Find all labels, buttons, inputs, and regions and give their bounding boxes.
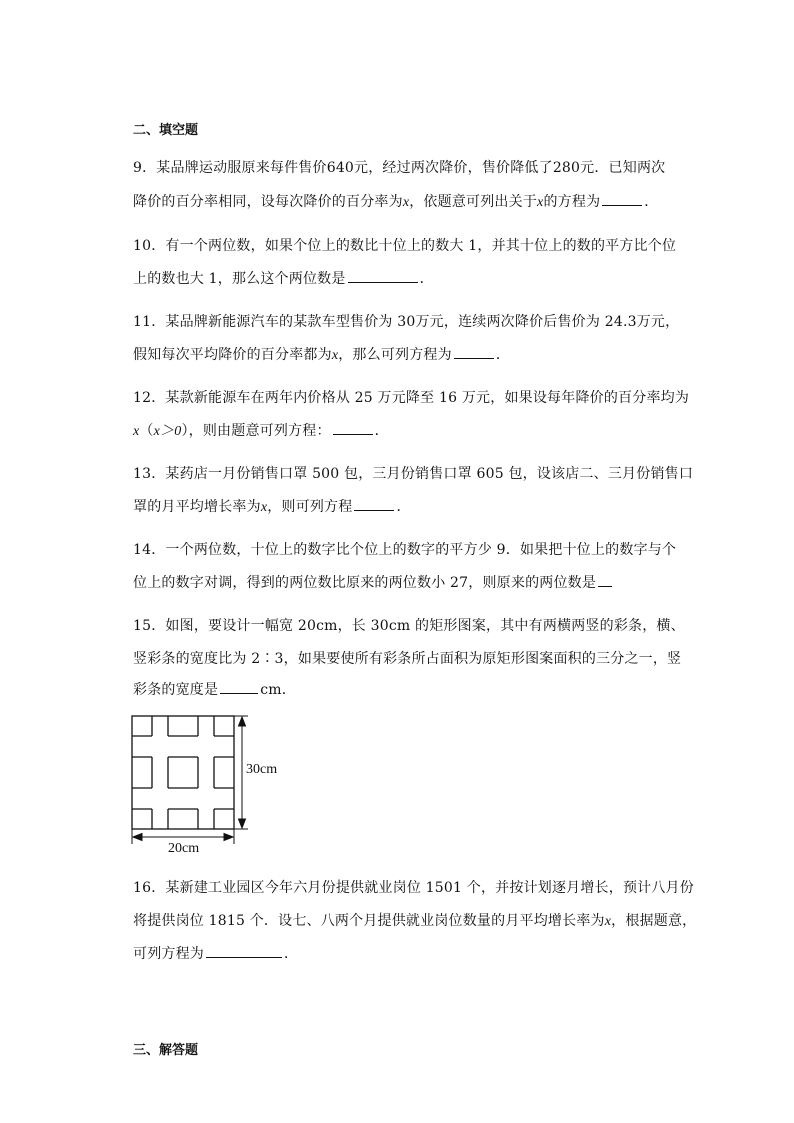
q16-line1: 16．某新建工业园区今年六月份提供就业岗位 1501 个，并按计划逐月增长，预计八月份 bbox=[133, 880, 694, 896]
q11-line2: 假知每次平均降价的百分率都为x，那么可列方程为 ． bbox=[133, 347, 511, 363]
q13-answer-blank[interactable] bbox=[354, 498, 394, 511]
q9-line2: 降价的百分率相同，设每次降价的百分率为x，依题意可列出关于x的方程为 ． bbox=[133, 194, 659, 210]
q15-figure bbox=[126, 708, 326, 856]
section-fill-in-title: 二、填空题 bbox=[133, 123, 199, 138]
q14-line2: 位上的数字对调，得到的两位数比原来的两位数小 27，则原来的两位数是 bbox=[133, 572, 614, 592]
q15-line3: 彩条的宽度是 cm． bbox=[133, 682, 296, 698]
q11-line1: 11．某品牌新能源汽车的某款车型售价为 30万元，连续两次降价后售价为 24.3万元， bbox=[133, 314, 680, 330]
q13-line1: 13．某药店一月份销售口罩 500 包，三月份销售口罩 605 包，设该店二、三月份销售口 bbox=[133, 466, 694, 482]
q9-line1: 9．某品牌运动服原来每件售价640元，经过两次降价，售价降低了280元．已知两次 bbox=[133, 160, 666, 176]
q13-line2: 罩的月平均增长率为x，则可列方程 ． bbox=[133, 499, 411, 515]
q12-line1: 12．某款新能源车在两年内价格从 25 万元降至 16 万元，如果设每年降价的百分率均为 bbox=[133, 390, 690, 406]
q12-answer-blank[interactable] bbox=[333, 422, 373, 435]
q15-answer-blank[interactable] bbox=[220, 681, 258, 694]
height-arrow-up-icon bbox=[239, 717, 246, 726]
outer-rectangle bbox=[132, 716, 234, 829]
q16-answer-blank[interactable] bbox=[206, 945, 282, 958]
height-arrow-down-icon bbox=[239, 819, 246, 828]
q14-line1: 14．一个两位数，十位上的数字比个位上的数字的平方少 9．如果把十位上的数字与个 bbox=[133, 542, 677, 558]
width-arrow-left-icon bbox=[133, 834, 142, 841]
q9-answer-blank[interactable] bbox=[602, 193, 642, 206]
width-arrow-right-icon bbox=[224, 834, 233, 841]
height-label: 30cm bbox=[246, 762, 278, 777]
q10-line1: 10．有一个两位数，如果个位上的数比十位上的数大 1，并其十位上的数的平方比个位 bbox=[133, 238, 677, 254]
q14-answer-blank[interactable] bbox=[598, 574, 612, 587]
width-label: 20cm bbox=[168, 841, 200, 856]
q15-line1: 15．如图，要设计一幅宽 20cm，长 30cm 的矩形图案，其中有两横两竖的彩条，横、 bbox=[133, 618, 685, 634]
section-answer-title: 三、解答题 bbox=[133, 1043, 199, 1058]
q15-line2: 竖彩条的宽度比为 2∶3，如果要使所有彩条所占面积为原矩形图案面积的三分之一，竖 bbox=[133, 651, 682, 667]
q12-line2: x（x＞0），则由题意可列方程： ． bbox=[133, 423, 389, 439]
q16-line3: 可列方程为 ． bbox=[133, 946, 299, 962]
q16-line2: 将提供岗位 1815 个．设七、八两个月提供就业岗位数量的月平均增长率为x，根据题意， bbox=[133, 913, 697, 929]
q10-answer-blank[interactable] bbox=[348, 270, 418, 283]
q10-line2: 上的数也大 1，那么这个两位数是 ． bbox=[133, 271, 434, 287]
q11-answer-blank[interactable] bbox=[454, 346, 494, 359]
